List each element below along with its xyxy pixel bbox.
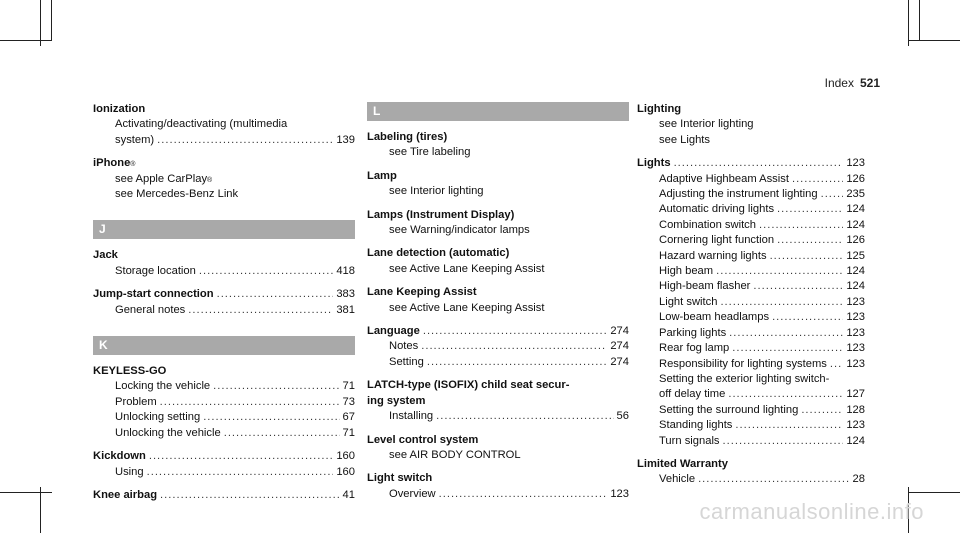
index-entry [93,364,355,441]
index-term[interactable] [93,364,355,379]
page-reference[interactable]: 124 [846,265,865,278]
leader-dots [203,410,339,425]
index-subentry[interactable] [637,295,865,310]
leader-dots [436,409,613,424]
term-label: Level control system [367,433,479,446]
leader-dots [149,449,333,464]
index-subentry[interactable] [93,426,355,441]
page-header [825,76,880,90]
leader-dots [147,465,334,480]
subentry-label: Hazard warning lights [659,249,767,262]
subentry-label: see Lights [659,133,710,146]
leader-dots [217,287,334,302]
term-label: Kickdown [93,450,146,463]
page-reference[interactable]: 235 [846,188,865,201]
subentry-label: Low-beam headlamps [659,311,770,324]
page-reference[interactable]: 127 [846,388,865,401]
subentry-label: High-beam flasher [659,280,751,293]
leader-dots [421,339,607,354]
term-label: LATCH-type (ISOFIX) child seat secur- [367,379,570,392]
leader-dots [723,434,844,449]
leader-dots [770,249,844,264]
index-column-2 [367,102,629,502]
index-subentry[interactable] [367,355,629,370]
index-term[interactable] [93,248,355,263]
subentry-label: Rear fog lamp [659,342,730,355]
section-letter-header: K [93,336,355,355]
index-term[interactable] [93,449,355,464]
subentry-label: Storage location [115,264,196,277]
index-subentry[interactable] [637,418,865,433]
index-entry [367,324,629,370]
subentry-label: Standing lights [659,419,733,432]
index-term[interactable]: iPhone ® [93,156,355,171]
index-term[interactable] [93,287,355,302]
leader-dots [801,403,843,418]
page-reference[interactable]: 123 [846,357,865,370]
subentry-label: Setting the surround lighting [659,403,799,416]
page-reference[interactable]: 123 [846,295,865,308]
index-entry [367,169,629,200]
term-label: Lane Keeping Assist [367,286,477,299]
index-subentry[interactable] [637,187,865,202]
index-term[interactable] [367,433,629,448]
index-subentry[interactable] [367,145,629,160]
crop-mark [0,40,52,41]
index-subentry[interactable] [637,326,865,341]
subentry-label: Activating/deactivating (multimedia [115,118,288,131]
index-entry [367,208,629,239]
leader-dots [160,488,340,503]
page-reference[interactable]: 123 [846,157,865,170]
entry-gap [637,148,865,156]
leader-dots [728,387,843,402]
subentry-label: Cornering light function [659,234,775,247]
subentry-label: Setting the exterior lighting switch- [659,372,830,385]
page-reference[interactable]: 126 [846,172,865,185]
leader-dots [772,310,843,325]
index-subentry[interactable] [637,218,865,233]
leader-dots [729,326,843,341]
subentry-label: see Active Lane Keeping Assist [389,262,545,275]
page-number: 521 [859,76,880,90]
crop-mark [51,0,52,41]
entry-gap [93,279,355,287]
entry-gap [93,148,355,156]
index-subentry[interactable] [367,223,629,238]
index-subentry[interactable] [637,403,865,418]
index-subentry[interactable] [93,133,355,148]
index-entry [93,287,355,318]
entry-gap [637,449,865,457]
index-subentry[interactable] [637,233,865,248]
term-label: Knee airbag [93,488,158,501]
subentry-label: see AIR BODY CONTROL [389,448,521,461]
index-subentry[interactable] [637,249,865,264]
subentry-label: Using [115,465,144,478]
leader-dots [157,133,333,148]
index-subentry[interactable]: see Apple CarPlay ® [93,172,355,187]
subentry-label: Setting [389,355,424,368]
index-entry [367,285,629,316]
term-label: Lane detection (automatic) [367,247,510,260]
index-subentry[interactable] [367,487,629,502]
crop-mark [40,487,41,533]
index-subentry[interactable] [367,339,629,354]
leader-dots [777,202,843,217]
index-term[interactable] [367,471,629,486]
leader-dots [698,472,849,487]
entry-gap [367,463,629,471]
index-subentry[interactable] [637,372,865,387]
index-entry [367,378,629,424]
term-label: Lamps (Instrument Display) [367,208,515,221]
index-entry [367,246,629,277]
term-label: Lighting [637,103,682,115]
page-reference[interactable]: 123 [846,311,865,324]
page-reference[interactable]: 383 [336,288,355,301]
section-title: Index [824,76,854,90]
leader-dots [160,395,340,410]
term-label: Language [367,325,420,338]
index-term[interactable] [367,378,629,393]
subentry-label: Turn signals [659,434,720,447]
subentry-label: Adjusting the instrument lighting [659,188,818,201]
subentry-label: Locking the vehicle [115,380,211,393]
index-entry [637,156,865,449]
index-subentry[interactable] [367,448,629,463]
index-entry [93,156,355,202]
index-term[interactable] [367,394,629,409]
index-subentry[interactable] [637,117,865,132]
index-subentry[interactable] [367,409,629,424]
term-label: ing system [367,394,426,407]
page-reference[interactable]: 124 [846,434,865,447]
page-reference[interactable]: 274 [610,340,629,353]
index-term[interactable] [93,102,355,117]
subentry-label: Adaptive Highbeam Assist [659,172,789,185]
index-entry [637,102,865,148]
term-label: Limited Warranty [637,457,728,470]
entry-gap [367,425,629,433]
subentry-label: see Tire labeling [389,146,471,159]
leader-dots [199,264,333,279]
index-subentry[interactable] [637,172,865,187]
index-entry [367,433,629,464]
page-reference[interactable]: 160 [336,450,355,463]
page-reference[interactable]: 125 [846,249,865,262]
index-column-3 [637,102,865,488]
subentry-label: see Interior lighting [659,118,754,131]
subentry-label: Notes [389,340,419,353]
page-reference[interactable]: 71 [342,426,355,439]
subentry-label: Automatic driving lights [659,203,775,216]
index-subentry[interactable] [637,133,865,148]
leader-dots [732,341,843,356]
entry-gap [367,277,629,285]
subentry-label: Vehicle [659,473,696,486]
page-reference[interactable]: 128 [846,403,865,416]
term-label: Light switch [367,472,433,485]
subentry-label: see Apple CarPlay [115,172,208,185]
subentry-label: Parking lights [659,326,727,339]
index-term[interactable] [367,208,629,223]
index-term[interactable] [367,324,629,339]
subentry-label: Combination switch [659,218,757,231]
subentry-label: see Active Lane Keeping Assist [389,301,545,314]
page-reference[interactable]: 381 [336,303,355,316]
leader-dots [213,379,339,394]
leader-dots [224,426,340,441]
index-term[interactable] [93,488,355,503]
leader-dots [792,172,843,187]
leader-dots [188,303,333,318]
page-reference[interactable]: 160 [336,465,355,478]
page-reference[interactable]: 139 [336,133,355,146]
index-subentry[interactable] [93,465,355,480]
index-term[interactable] [637,102,865,117]
page-reference[interactable]: 67 [342,411,355,424]
subentry-label: Unlocking the vehicle [115,426,221,439]
index-entry [93,449,355,480]
index-subentry[interactable] [93,379,355,394]
term-label: Lights [637,157,671,170]
section-letter-header: L [367,102,629,121]
index-entry [367,471,629,502]
entry-gap [93,480,355,488]
index-subentry[interactable] [637,310,865,325]
page-reference[interactable]: 274 [610,325,629,338]
entry-gap [93,441,355,449]
subentry-label: General notes [115,303,186,316]
index-subentry[interactable] [637,434,865,449]
term-label: Lamp [367,169,397,182]
subentry-label: Light switch [659,295,718,308]
leader-dots [759,218,843,233]
index-subentry[interactable] [637,279,865,294]
page-reference[interactable]: 56 [616,410,629,423]
page-reference[interactable]: 126 [846,234,865,247]
index-term[interactable] [367,285,629,300]
leader-dots [753,279,843,294]
leader-dots [821,187,844,202]
term-label: Jump-start connection [93,288,214,301]
index-term[interactable] [637,156,865,171]
leader-dots [735,418,843,433]
subentry-label: off delay time [659,388,726,401]
subentry-label: Unlocking setting [115,411,201,424]
subentry-label: system) [115,133,155,146]
term-label: iPhone [93,157,131,170]
index-subentry[interactable] [93,395,355,410]
index-entry [93,248,355,279]
page-reference[interactable]: 123 [610,487,629,500]
subentry-label: Overview [389,487,436,500]
page-reference[interactable]: 41 [342,488,355,501]
term-label: KEYLESS-GO [93,365,167,378]
index-subentry[interactable] [637,341,865,356]
index-subentry[interactable] [637,202,865,217]
entry-gap [367,370,629,378]
index-subentry[interactable] [93,410,355,425]
page-reference[interactable]: 123 [846,342,865,355]
term-label: Labeling (tires) [367,131,448,143]
term-label: Ionization [93,103,146,115]
subentry-label: Installing [389,410,434,423]
index-subentry[interactable] [93,187,355,202]
crop-mark [908,492,960,493]
entry-gap [367,238,629,246]
page-reference[interactable]: 124 [846,218,865,231]
index-subentry[interactable] [93,264,355,279]
index-subentry[interactable] [637,387,865,402]
section-letter-header: J [93,220,355,239]
leader-dots [777,233,843,248]
subentry-label: Responsibility for lighting systems [659,357,827,370]
leader-dots [716,264,843,279]
entry-gap [367,200,629,208]
index-term[interactable] [367,130,629,145]
index-entry [637,457,865,488]
subentry-label: see Warning/indicator lamps [389,224,530,237]
crop-mark [908,40,960,41]
index-term[interactable] [367,169,629,184]
index-subentry[interactable] [637,472,865,487]
subentry-label: Problem [115,395,157,408]
index-subentry[interactable] [93,303,355,318]
page-reference[interactable]: 418 [336,264,355,277]
page-reference[interactable]: 274 [610,355,629,368]
watermark: carmanualsonline.info [699,499,924,524]
page-reference[interactable]: 71 [342,380,355,393]
page-reference[interactable]: 124 [846,280,865,293]
term-label: Jack [93,249,118,262]
index-subentry[interactable] [637,357,865,372]
entry-gap [367,161,629,169]
leader-dots [720,295,843,310]
subentry-label: High beam [659,265,714,278]
index-term[interactable] [367,246,629,261]
subentry-label: see Interior lighting [389,185,484,198]
index-entry [93,488,355,503]
index-term[interactable] [637,457,865,472]
crop-mark [0,492,52,493]
leader-dots [674,156,844,171]
leader-dots [830,357,843,372]
leader-dots [439,487,608,502]
index-subentry[interactable] [637,264,865,279]
page-reference[interactable]: 123 [846,419,865,432]
leader-dots [423,324,607,339]
page-reference[interactable]: 124 [846,203,865,216]
page-reference[interactable]: 28 [852,473,865,486]
page-reference[interactable]: 73 [342,395,355,408]
crop-mark [919,0,920,41]
entry-gap [367,316,629,324]
leader-dots [427,355,607,370]
index-column-1 [93,102,355,503]
index-entry [93,102,355,148]
subentry-label: see Mercedes-Benz Link [115,188,239,201]
page-reference[interactable]: 123 [846,326,865,339]
index-subentry[interactable] [367,262,629,277]
index-entry [367,130,629,161]
index-subentry[interactable] [93,117,355,132]
index-subentry[interactable] [367,301,629,316]
index-subentry[interactable] [367,184,629,199]
